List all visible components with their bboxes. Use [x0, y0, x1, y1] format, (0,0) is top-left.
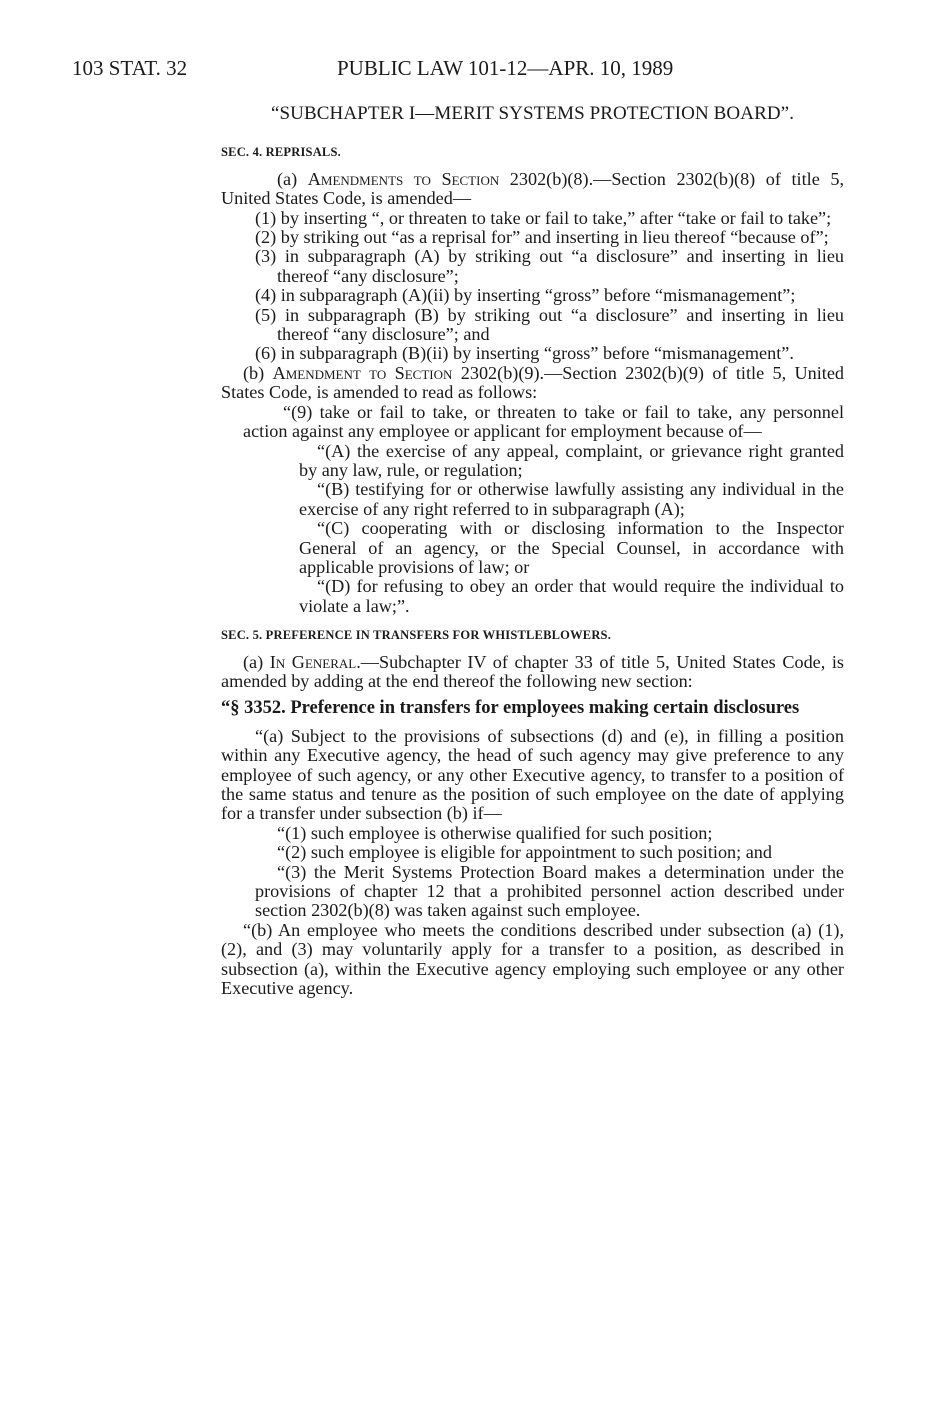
section-3352-para-b: “(b) An employee who meets the conditions described under subsection (a) (1), (2), and (3) may voluntarily apply for a transfer to a position, as described in subsection (a), within the Executive agency employing such employee or any other Executive agency.: [221, 919, 844, 999]
sec4-b-text: 2302(b)(9).—Section 2302(b)(9) of title 5, United States Code, is amended to read as follows:: [221, 362, 844, 403]
sec4-b-sub-c: “(C) cooperating with or disclosing information to the Inspector General of an agency, or the Special Counsel, in accordance with applicable provisions of law; or: [299, 518, 844, 577]
section-3352-para-a: “(a) Subject to the provisions of subsections (d) and (e), in filling a position within any Executive agency, the head of such agency may give preference to any employee of such agency, or any other Executive agency, to transfer to a position of the same status and tenure as the position of such employee on the date of applying for a transfer under subsection (b) if—: [221, 725, 844, 824]
sec4-a-item-4: (4) in subparagraph (A)(ii) by inserting “gross” before “mismanagement”;: [255, 285, 796, 306]
public-law-citation: PUBLIC LAW 101-12—APR. 10, 1989: [337, 56, 674, 80]
sec5-a-intro: [221, 653, 844, 692]
sec4-b-para-9: “(9) take or fail to take, or threaten to take or fail to take, any personnel action against any employee or applicant for employment because of—: [243, 401, 844, 442]
stat-page-number: 103 STAT. 32: [72, 56, 188, 80]
sec4-a-intro: [221, 170, 844, 209]
sec5-a-text: .—Subchapter IV of chapter 33 of title 5, United States Code, is amended by adding at the end thereof the following new section:: [221, 651, 844, 691]
page-body: [221, 104, 844, 998]
sec4-b-label: (b): [243, 362, 273, 383]
page-header: [72, 56, 844, 86]
section-3352-item-2: “(2) such employee is eligible for appointment to such position; and: [277, 842, 772, 863]
sec4-b-intro: [221, 364, 844, 403]
sec5-a-caption: In General: [269, 651, 357, 672]
sec4-a-item-6: (6) in subparagraph (B)(ii) by inserting “gross” before “mismanagement”.: [255, 343, 794, 364]
section-3352-heading: “§ 3352. Preference in transfers for employees making certain disclosures: [221, 698, 800, 719]
sec5-heading: SEC. 5. PREFERENCE IN TRANSFERS FOR WHISTLEBLOWERS.: [221, 628, 612, 643]
sec4-a-item-3: (3) in subparagraph (A) by striking out “a disclosure” and inserting in lieu thereof “any disclosure”;: [255, 246, 844, 286]
sec4-b-sub-a: “(A) the exercise of any appeal, complaint, or grievance right granted by any law, rule, or regulation;: [299, 440, 844, 480]
sec4-a-text: 2302(b)(8).—Section 2302(b)(8) of title 5, United States Code, is amended—: [221, 168, 844, 209]
sec4-heading: SEC. 4. REPRISALS.: [221, 145, 341, 160]
sec4-a-item-5: (5) in subparagraph (B) by striking out “a disclosure” and inserting in lieu thereof “any disclosure”; and: [255, 304, 844, 345]
sec4-b-sub-b: “(B) testifying for or otherwise lawfully assisting any individual in the exercise of any right referred to in subparagraph (A);: [299, 479, 844, 519]
sec4-a-label: (a): [277, 168, 308, 189]
sec4-b-sub-d: “(D) for refusing to obey an order that would require the individual to violate a law;”.: [299, 576, 844, 616]
sec4-a-item-2: (2) by striking out “as a reprisal for” and inserting in lieu thereof “because of”;: [255, 227, 829, 248]
sec4-a-item-1: (1) by inserting “, or threaten to take or fail to take,” after “take or fail to take”;: [255, 207, 832, 228]
sec4-a-caption: Amendments to Section: [307, 168, 500, 189]
section-3352-item-3: “(3) the Merit Systems Protection Board makes a determination under the provisions of chapter 12 that a prohibited personnel action described under section 2302(b)(8) was taken against such employee.: [255, 861, 844, 921]
subchapter-title: “SUBCHAPTER I—MERIT SYSTEMS PROTECTION BOARD”.: [270, 103, 795, 124]
sec5-a-label: (a): [243, 651, 270, 672]
sec4-b-caption: Amendment to Section: [272, 362, 453, 383]
section-3352-item-1: “(1) such employee is otherwise qualified for such position;: [277, 822, 713, 843]
